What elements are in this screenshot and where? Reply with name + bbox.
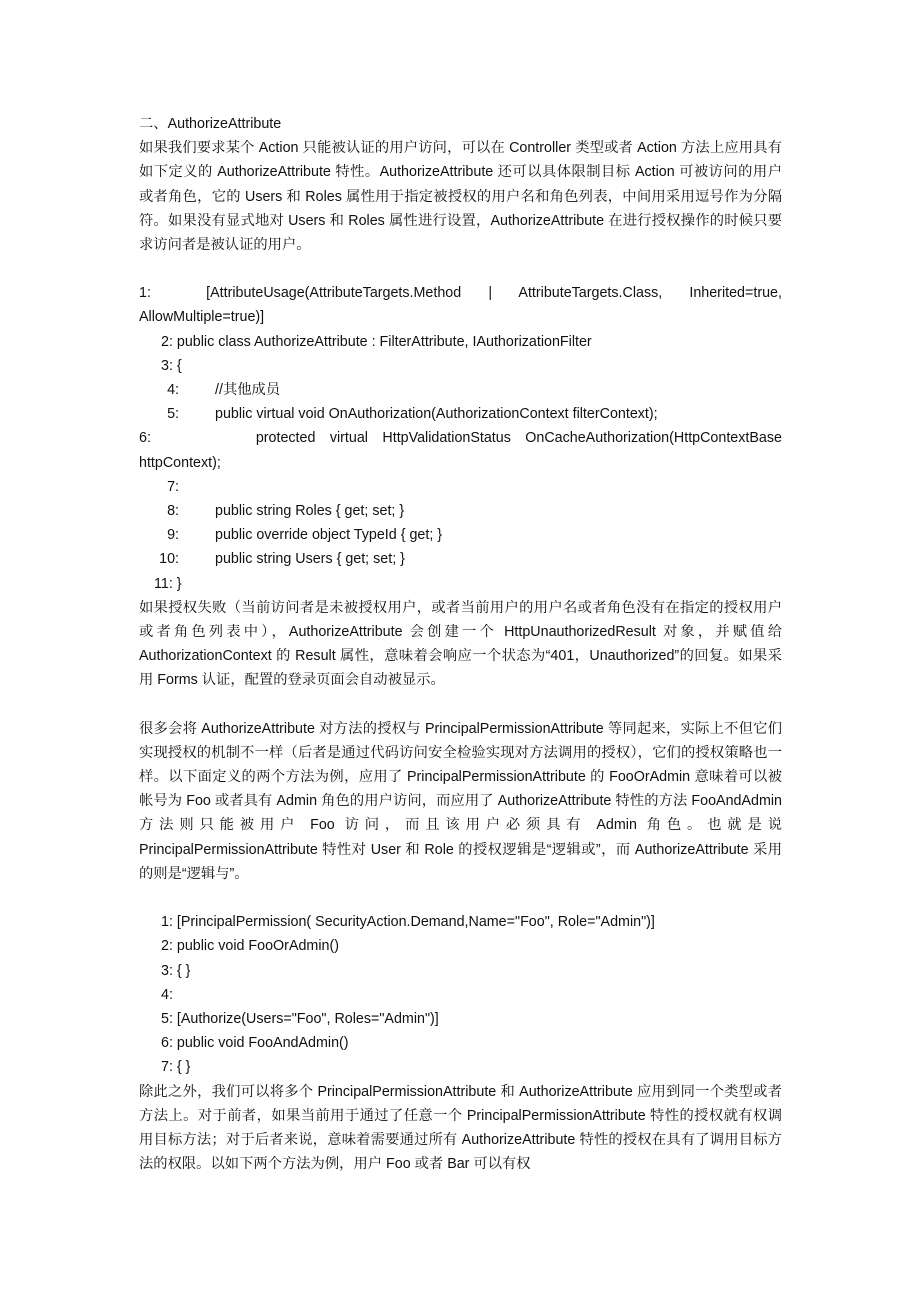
- code-line-11: 11: }: [154, 575, 182, 592]
- code-line-6-continued: httpContext);: [139, 454, 221, 471]
- code-line-4: 4: //其他成员: [167, 382, 281, 399]
- code-line: 6: public void FooAndAdmin(): [161, 1035, 349, 1052]
- code-line-10: 10: public string Users { get; set; }: [159, 551, 405, 568]
- code-line: 1: [PrincipalPermission( SecurityAction.Demand,Name="Foo", Role="Admin")]: [161, 914, 655, 931]
- code-line: 2: public void FooOrAdmin(): [161, 938, 339, 955]
- paragraph-unauthorized: 如果授权失败（当前访问者是未被授权用户，或者当前用户的用户名或者角色没有在指定的授权用户或者角色列表中），AuthorizeAttribute 会创建一个 HttpUnauthorizedResult 对象，并赋值给 AuthorizationContext 的 Result 属性，意味着会响应一个状态为“401，Unauthorized”的回复。如果采用 Forms 认证，配置的登录页面会自动被显示。: [139, 599, 782, 689]
- code-line-8: 8: public string Roles { get; set; }: [167, 503, 405, 520]
- code-line-5: 5: public virtual void OnAuthorization(AuthorizationContext filterContext);: [167, 406, 658, 423]
- section-title: 二、AuthorizeAttribute: [139, 116, 282, 132]
- paragraph-multiple-attributes: 除此之外，我们可以将多个 PrincipalPermissionAttribute 和 AuthorizeAttribute 应用到同一个类型或者方法上。对于前者，如果当前用于通过了任意一个 PrincipalPermissionAttribute 特性的授权就有权调用目标方法；对于后者来说，意味着需要通过所有 AuthorizeAttribute 特性的授权在具有了调用目标方法的权限。以如下两个方法为例，用户 Foo 或者 Bar 可以有权: [139, 1083, 782, 1173]
- code-line-7: 7:: [167, 478, 179, 495]
- paragraph-comparison: 很多会将 AuthorizeAttribute 对方法的授权与 PrincipalPermissionAttribute 等同起来，实际上不但它们实现授权的机制不一样（后者是通过代码访问安全检验实现对方法调用的授权），它们的授权策略也一样。以下面定义的两个方法为例，应用了 PrincipalPermissionAttribute 的 FooOrAdmin 意味着可以被帐号为 Foo 或者具有 Admin 角色的用户访问，而应用了 AuthorizeAttribute 特性的方法 FooAndAdmin 方法则只能被用户 Foo 访问，而且该用户必须具有 Admin 角色。也就是说 PrincipalPermissionAttribute 特性对 User 和 Role 的授权逻辑是“逻辑或”，而 AuthorizeAttribute 采用的则是“逻辑与”。: [139, 720, 782, 882]
- code-block-authorize-attribute: [139, 281, 782, 596]
- code-block-foo-methods: [139, 910, 782, 1079]
- code-line: 3: { }: [161, 962, 191, 979]
- code-line: 4:: [161, 986, 173, 1003]
- spacer: [139, 257, 782, 281]
- code-line: 7: { }: [161, 1059, 191, 1076]
- paragraph-intro: 如果我们要求某个 Action 只能被认证的用户访问，可以在 Controller 类型或者 Action 方法上应用具有如下定义的 AuthorizeAttribute 特性。AuthorizeAttribute 还可以具体限制目标 Action 可被访问的用户或者角色，它的 Users 和 Roles 属性用于指定被授权的用户名和角色列表，中间用采用逗号作为分隔符。如果没有显式地对 Users 和 Roles 属性进行设置，AuthorizeAttribute 在进行授权操作的时候只要求访问者是被认证的用户。: [139, 140, 782, 254]
- code-line-1: 1: [AttributeUsage(AttributeTargets.Method | AttributeTargets.Class, Inherited=true,: [139, 285, 782, 302]
- document-page: [139, 112, 782, 1176]
- spacer: [139, 693, 782, 717]
- code-line-2: 2: public class AuthorizeAttribute : FilterAttribute, IAuthorizationFilter: [161, 333, 592, 350]
- code-line-9: 9: public override object TypeId { get; }: [167, 527, 443, 544]
- spacer: [139, 886, 782, 910]
- code-line-6: 6: protected virtual HttpValidationStatus OnCacheAuthorization(HttpContextBase: [139, 430, 782, 447]
- code-line-3: 3: {: [161, 357, 182, 374]
- code-line-1-continued: AllowMultiple=true)]: [139, 309, 265, 326]
- code-line: 5: [Authorize(Users="Foo", Roles="Admin")]: [161, 1010, 439, 1027]
